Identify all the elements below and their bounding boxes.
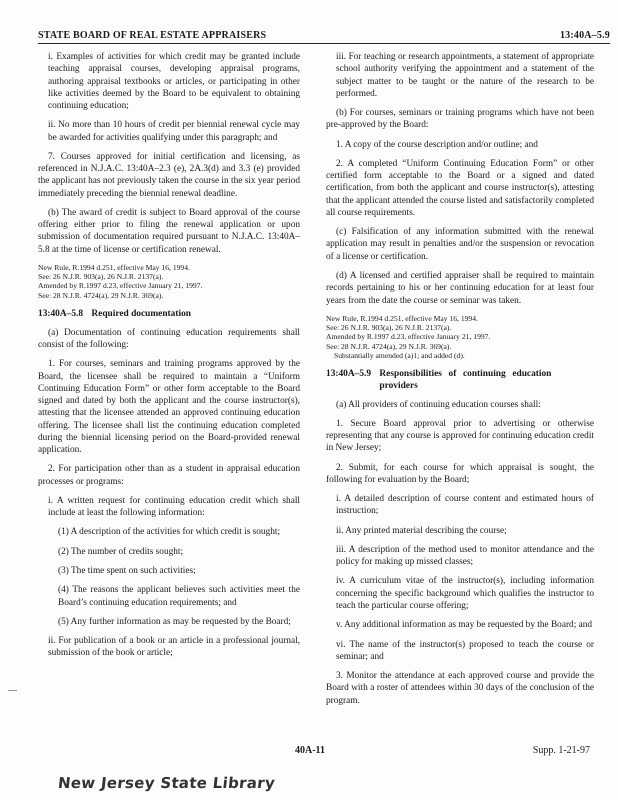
- paragraph: (b) The award of credit is subject to Board approval of the course offering either prior to filing the renewal application or upon submission of documentation required pursuant to N.J.A.C. 13:40A–5.8 at the time of license or certification renewal.: [38, 207, 300, 255]
- history-line: See: 28 N.J.R. 4724(a), 29 N.J.R. 369(a).: [38, 290, 164, 300]
- history-note: [326, 314, 594, 360]
- running-header: [38, 30, 610, 44]
- paragraph: 1. Secure Board approval prior to advertising or otherwise representing that any course is approved for continuing education credit in New Jersey;: [326, 418, 594, 454]
- paragraph: ii. Any printed material describing the course;: [336, 525, 507, 536]
- paragraph: 1. A copy of the course description and/or outline; and: [336, 139, 538, 150]
- library-stamp: New Jersey State Library: [57, 774, 277, 792]
- history-line: New Rule, R.1994 d.251, effective May 16, 1994.: [38, 262, 190, 272]
- history-line: Amended by R.1997 d.23, effective January 21, 1997.: [38, 281, 203, 291]
- history-line: See: 26 N.J.R. 903(a), 26 N.J.R. 2137(a).: [326, 323, 452, 333]
- paragraph: 2. Submit, for each course for which appraisal is sought, the following for evaluation by the Board;: [326, 462, 594, 485]
- paragraph: iii. A description of the method used to monitor attendance and the policy for making up missed classes;: [336, 544, 594, 568]
- paragraph: vi. The name of the instructor(s) proposed to teach the course or seminar; and: [336, 639, 594, 662]
- history-line: New Rule, R.1994 d.251, effective May 16, 1994.: [326, 313, 478, 323]
- paragraph: 3. Monitor the attendance at each approved course and provide the Board with a roster of attendees within 30 days of the conclusion of the program.: [326, 671, 594, 706]
- history-line: Amended by R.1997 d.23, effective January 21, 1997.: [326, 332, 491, 342]
- history-line: Substantially amended (a)1; and added (d).: [334, 350, 465, 360]
- paragraph: (1) A description of the activities for which credit is sought;: [58, 527, 281, 538]
- header-section-number: 13:40A–5.9: [559, 30, 610, 41]
- history-note: [38, 263, 300, 300]
- section-heading: [326, 369, 594, 393]
- paragraph: iv. A curriculum vitae of the instructor(s), including information concerning the specific background which qualifies the instructor to teach the particular course offering;: [336, 576, 594, 611]
- paragraph: (5) Any further information as may be requested by the Board;: [58, 616, 291, 627]
- right-column: [326, 51, 594, 714]
- left-column: [38, 51, 300, 667]
- paragraph: 7. Courses approved for initial certification and licensing, as referenced in N.J.A.C. 13:40A–2.3 (e), 2A.3(d) and 3.3 (e) provided the applicant has not previously taken the course in the six year period immediately preceding the biennial renewal deadline.: [38, 151, 300, 199]
- paragraph: i. Examples of activities for which credit may be granted include teaching appraisal courses, developing appraisal programs, authoring appraisal textbooks or articles, or participating in other like activities deemed by the Board to be equivalent to obtaining continuing education;: [48, 52, 300, 112]
- paragraph: (d) A licensed and certified appraiser shall be required to maintain records pertaining to his or her continuing education for at least four years from the date the course or seminar was taken.: [326, 270, 594, 306]
- paragraph: (a) Documentation of continuing education requirements shall consist of the following:: [38, 327, 300, 350]
- paragraph: (2) The number of credits sought;: [58, 546, 184, 557]
- paragraph: (c) Falsification of any information submitted with the renewal application may result in penalties and/or the suspension or revocation of a license or certification.: [326, 227, 594, 262]
- paragraph: (3) The time spent on such activities;: [58, 565, 196, 576]
- section-title: Required documentation: [91, 308, 191, 319]
- header-title: STATE BOARD OF REAL ESTATE APPRAISERS: [38, 30, 267, 41]
- paragraph: (4) The reasons the applicant believes such activities meet the Board’s continuing education requirements; and: [58, 585, 300, 608]
- paragraph: (a) All providers of continuing education courses shall:: [336, 399, 541, 410]
- margin-mark: [8, 690, 17, 691]
- paragraph: ii. For publication of a book or an article in a professional journal, submission of the book or article;: [48, 636, 300, 659]
- paragraph: i. A written request for continuing education credit which shall include at least the following information:: [48, 495, 300, 519]
- section-heading: [38, 309, 300, 321]
- section-title: Responsibilities of continuing education providers: [379, 369, 552, 391]
- paragraph: v. Any additional information as may be requested by the Board; and: [336, 620, 593, 631]
- paragraph: i. A detailed description of course content and estimated hours of instruction;: [336, 494, 594, 517]
- paragraph: (b) For courses, seminars or training programs which have not been pre-approved by the Board:: [326, 108, 594, 131]
- paragraph: ii. No more than 10 hours of credit per biennial renewal cycle may be awarded for activities qualifying under this paragraph; and: [48, 120, 300, 143]
- supplement-date: Supp. 1-21-97: [532, 745, 590, 756]
- paragraph: 1. For courses, seminars and training programs approved by the Board, the licensee shall be required to maintain a “Uniform Continuing Education Form” or other form acceptable to the Board signed and dated by both the applicant and the course instructor(s), attesting that the licensee attended an approved continuing education offering. The licensee shall list the continuing education completed during the biennial licensing period on the Board-provided renewal application.: [38, 359, 300, 456]
- paragraph: iii. For teaching or research appointments, a statement of appropriate school authority verifying the appointment and a statement of the subject matter to be taught or the nature of the research to be performed.: [336, 52, 594, 99]
- page-number: 40A-11: [295, 745, 325, 756]
- history-line: See: 28 N.J.R. 4724(a), 29 N.J.R. 369(a).: [326, 341, 452, 351]
- paragraph: 2. A completed “Uniform Continuing Education Form” or other certified form acceptable to the Board or a signed and dated certification, from both the applicant and course instructor(s), attesting that the applicant attended the course listed and satisfactorily completed all course requirements.: [326, 158, 594, 218]
- section-number: 13:40A–5.8: [38, 308, 84, 319]
- section-number: 13:40A–5.9: [326, 369, 372, 380]
- history-line: See: 26 N.J.R. 903(a), 26 N.J.R. 2137(a).: [38, 272, 164, 282]
- paragraph: 2. For participation other than as a student in appraisal education processes or programs:: [38, 464, 300, 487]
